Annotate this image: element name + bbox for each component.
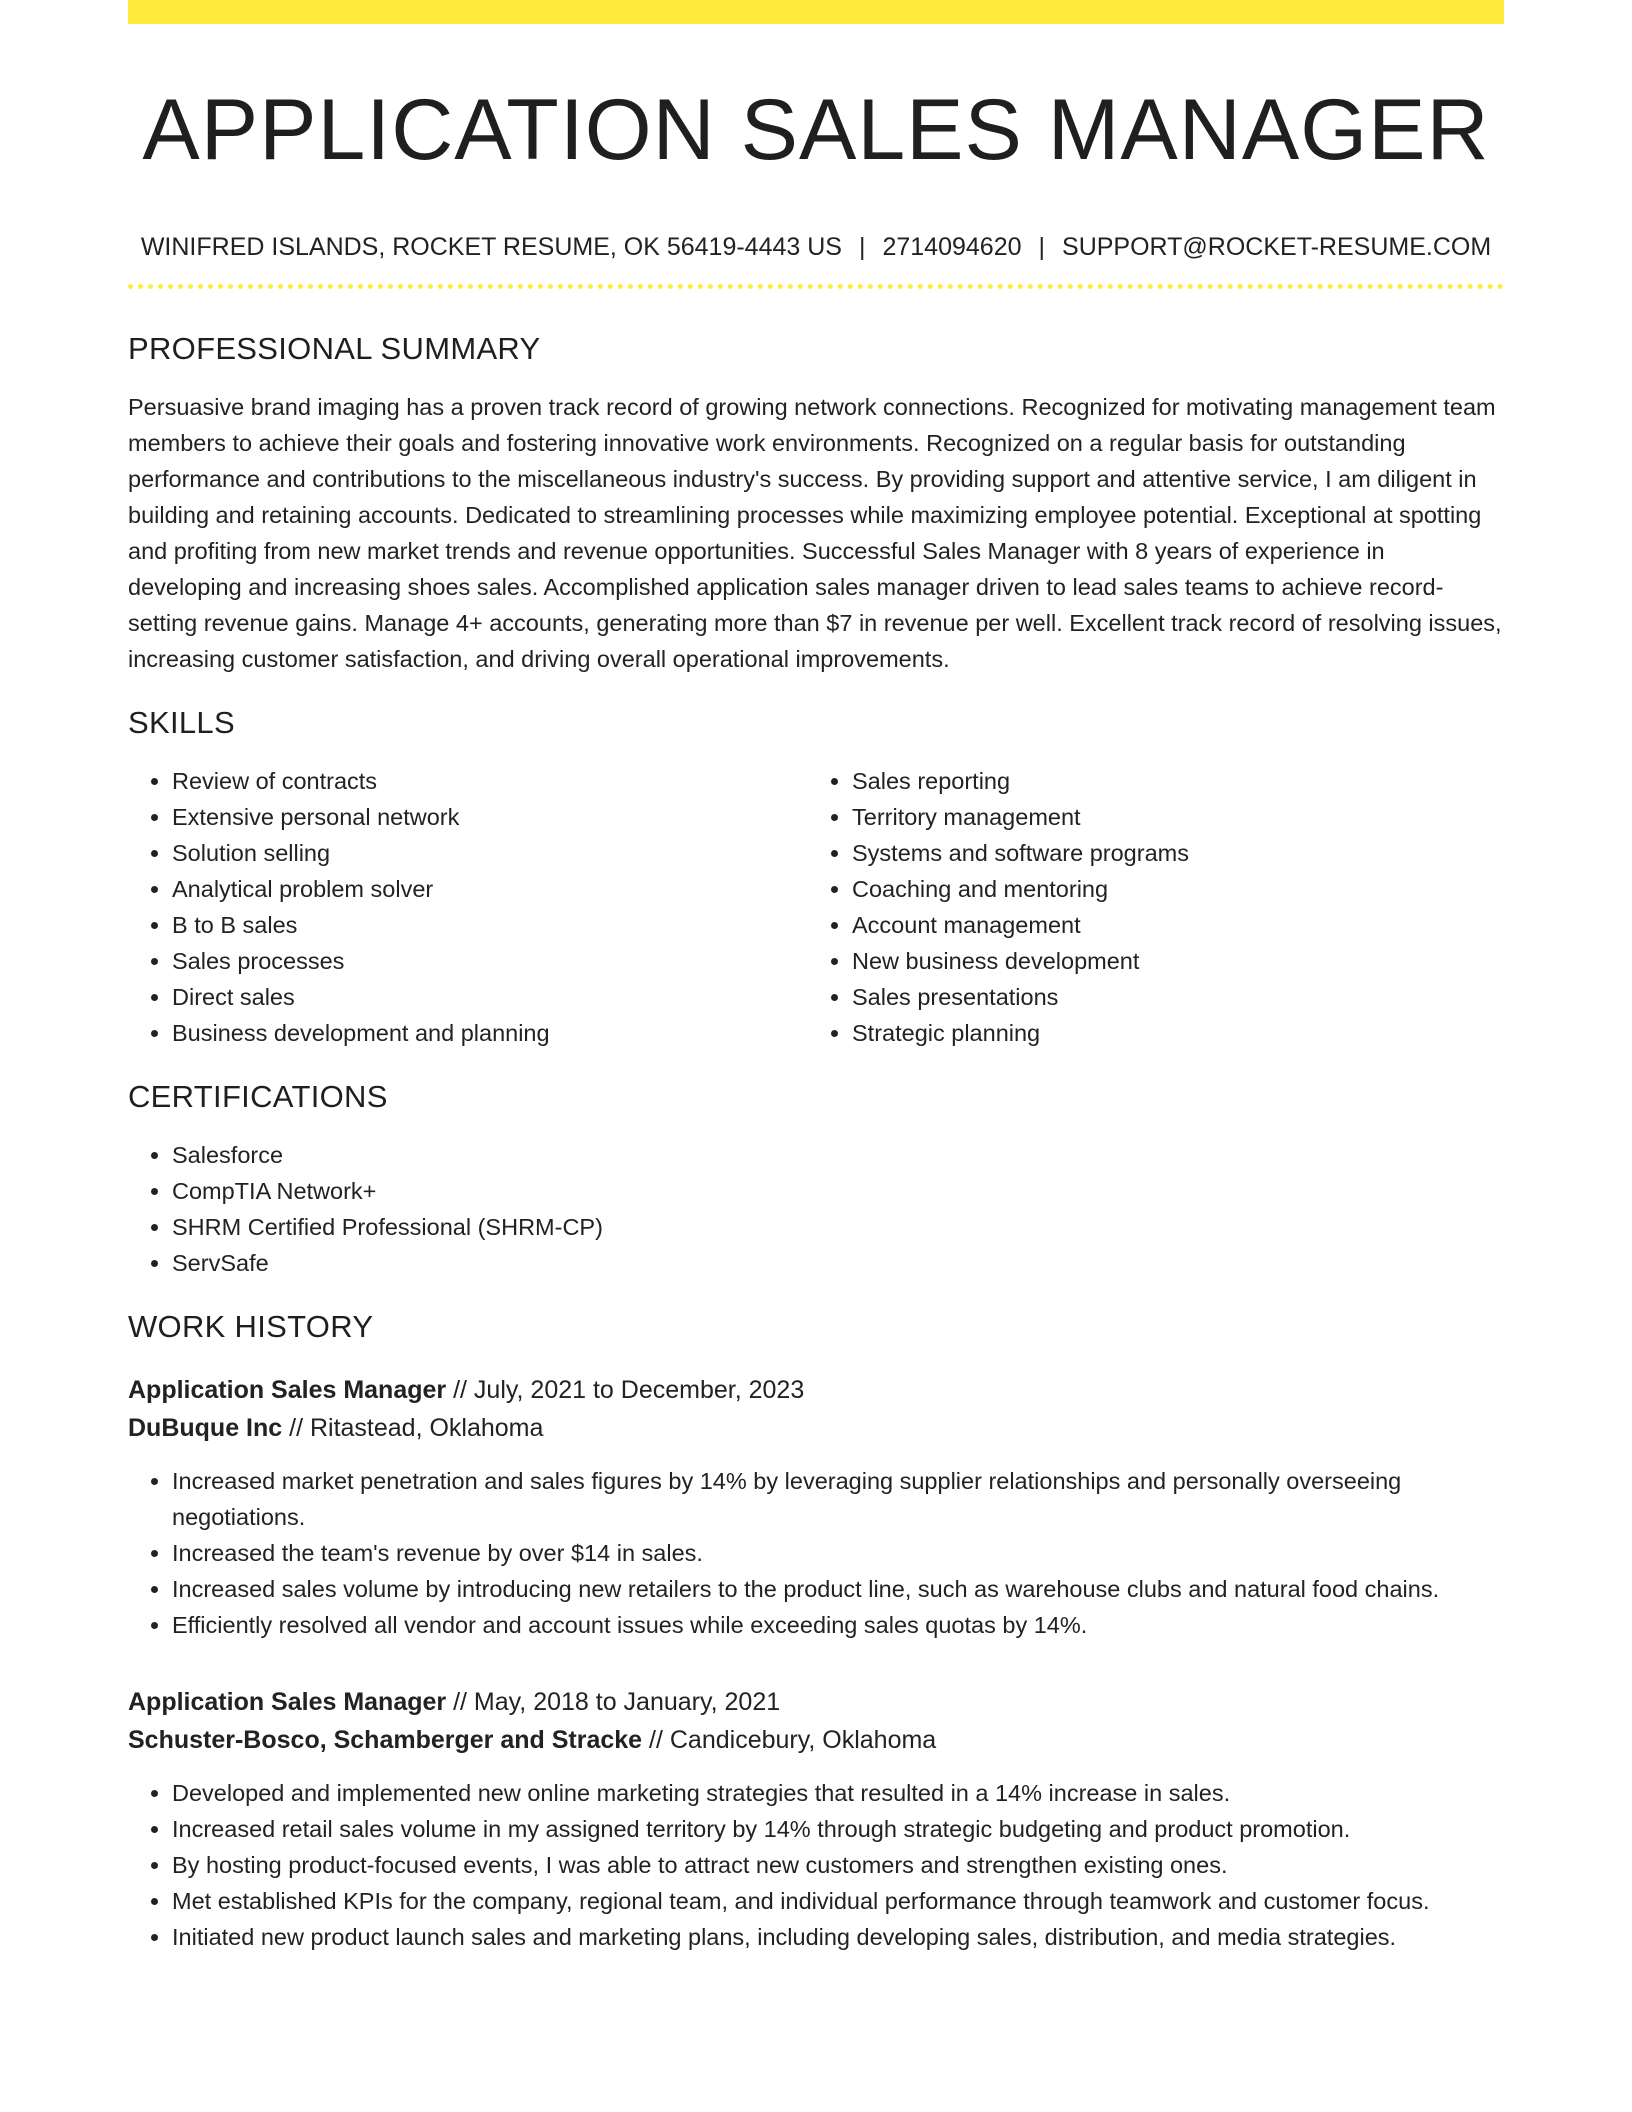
certification-item: • CompTIA Network+ [172, 1173, 1504, 1209]
job-dates: // July, 2021 to December, 2023 [453, 1376, 805, 1404]
job-location: // Candicebury, Oklahoma [649, 1726, 937, 1754]
skill-item: • Solution selling [172, 835, 808, 871]
job-location: // Ritastead, Oklahoma [289, 1414, 544, 1442]
job-company-line [128, 1721, 1504, 1759]
job-company: DuBuque Inc [128, 1414, 283, 1442]
skills-heading: SKILLS [128, 705, 235, 740]
skill-item: • Review of contracts [172, 763, 808, 799]
job-bullet: • Increased the team's revenue by over $14 in sales. [172, 1535, 1504, 1571]
job-bullet: • Increased retail sales volume in my assigned territory by 14% through strategic budgeting and product promotion. [172, 1811, 1504, 1847]
summary-heading: PROFESSIONAL SUMMARY [128, 331, 541, 366]
job-title-line [128, 1371, 1504, 1409]
job-title-line [128, 1683, 1504, 1721]
contact-separator: | [1038, 233, 1046, 261]
job-bullet: • By hosting product-focused events, I was able to attract new customers and strengthen existing ones. [172, 1847, 1504, 1883]
skill-item: • Analytical problem solver [172, 871, 808, 907]
contact-email[interactable]: SUPPORT@ROCKET-RESUME.COM [1062, 233, 1492, 261]
dotted-divider [128, 284, 1504, 289]
skills-list-right [808, 763, 1488, 1051]
skill-item: • Direct sales [172, 979, 808, 1015]
certifications-list [128, 1137, 1504, 1281]
skill-item: • Business development and planning [172, 1015, 808, 1051]
work-history-heading: WORK HISTORY [128, 1309, 374, 1344]
skill-item: • Sales processes [172, 943, 808, 979]
job-title: Application Sales Manager [128, 1688, 447, 1716]
job-entry [128, 1683, 1504, 1955]
resume-content [128, 24, 1504, 1955]
job-bullet: • Efficiently resolved all vendor and account issues while exceeding sales quotas by 14%. [172, 1607, 1504, 1643]
job-bullet: • Increased market penetration and sales figures by 14% by leveraging supplier relationships and personally overseeing negotiations. [172, 1463, 1504, 1535]
skill-item: • New business development [852, 943, 1488, 979]
skill-item: • Account management [852, 907, 1488, 943]
certification-item: • SHRM Certified Professional (SHRM-CP) [172, 1209, 1504, 1245]
job-bullet: • Met established KPIs for the company, regional team, and individual performance through teamwork and customer focus. [172, 1883, 1504, 1919]
skills-columns [128, 743, 1504, 1051]
job-company: Schuster-Bosco, Schamberger and Stracke [128, 1726, 643, 1754]
job-bullet: • Increased sales volume by introducing new retailers to the product line, such as warehouse clubs and natural food chains. [172, 1571, 1504, 1607]
contact-phone[interactable]: 2714094620 [882, 233, 1022, 261]
skill-item: • Territory management [852, 799, 1488, 835]
job-dates: // May, 2018 to January, 2021 [453, 1688, 781, 1716]
skill-item: • Sales presentations [852, 979, 1488, 1015]
summary-text: Persuasive brand imaging has a proven track record of growing network connections. Recognized for motivating management team members to achieve their goals and fostering innovative work environments. Recognized on a regular basis for outstanding performance and contributions to the miscellaneous industry's success. By providing support and attentive service, I am diligent in building and retaining accounts. Dedicated to streamlining processes while maximizing employee potential. Exceptional at spotting and profiting from new market trends and revenue opportunities. Successful Sales Manager with 8 years of experience in developing and increasing shoes sales. Accomplished application sales manager driven to lead sales teams to achieve record-setting revenue gains. Manage 4+ accounts, generating more than $7 in revenue per well. Excellent track record of resolving issues, increasing customer satisfaction, and driving overall operational improvements. [128, 394, 1502, 672]
contact-line [128, 230, 1504, 264]
contact-address: WINIFRED ISLANDS, ROCKET RESUME, OK 56419-4443 US [140, 233, 842, 261]
job-entry [128, 1371, 1504, 1643]
page-title: APPLICATION SALES MANAGER [142, 82, 1490, 178]
skill-item: • B to B sales [172, 907, 808, 943]
certification-item: • Salesforce [172, 1137, 1504, 1173]
job-bullets [128, 1463, 1504, 1643]
job-bullet: • Developed and implemented new online marketing strategies that resulted in a 14% increase in sales. [172, 1775, 1504, 1811]
skills-list-left [128, 763, 808, 1051]
skill-item: • Coaching and mentoring [852, 871, 1488, 907]
skill-item: • Strategic planning [852, 1015, 1488, 1051]
skill-item: • Extensive personal network [172, 799, 808, 835]
job-title: Application Sales Manager [128, 1376, 447, 1404]
certifications-heading: CERTIFICATIONS [128, 1079, 388, 1114]
skill-item: • Sales reporting [852, 763, 1488, 799]
job-company-line [128, 1409, 1504, 1447]
accent-bar [128, 0, 1504, 24]
contact-separator: | [858, 233, 866, 261]
certification-item: • ServSafe [172, 1245, 1504, 1281]
skill-item: • Systems and software programs [852, 835, 1488, 871]
job-bullets [128, 1775, 1504, 1955]
job-bullet: • Initiated new product launch sales and marketing plans, including developing sales, distribution, and media strategies. [172, 1919, 1504, 1955]
